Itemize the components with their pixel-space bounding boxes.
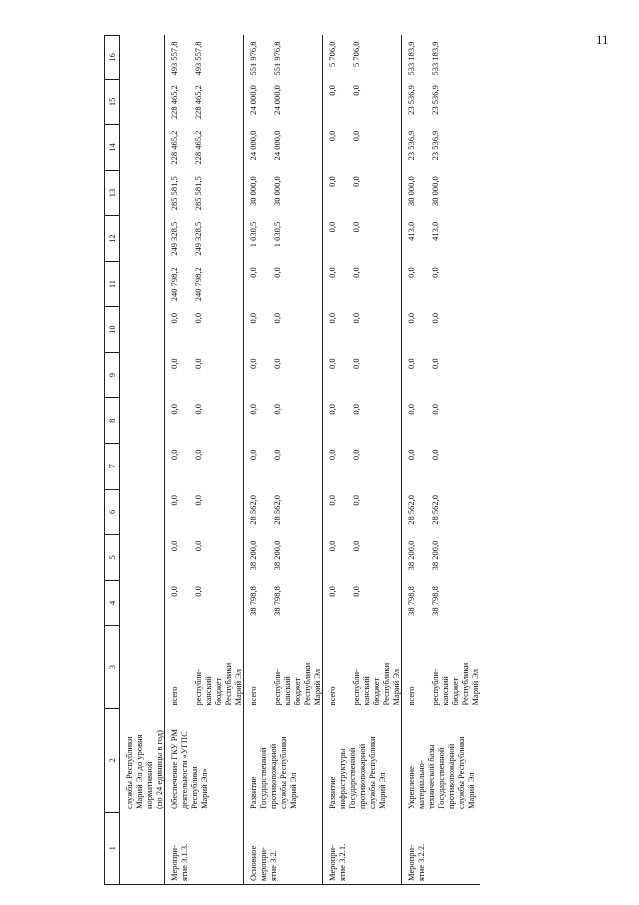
value: 413,0 [406,221,417,241]
value: 0,0 [169,540,180,552]
value: 0,0 [248,358,259,370]
value-cell [244,307,323,353]
value-cell [165,170,244,216]
value: 0,0 [430,312,441,324]
source-line: бюджет [450,677,461,706]
table-row [323,36,402,885]
value: 0,0 [169,495,180,506]
description-cell [323,709,402,813]
value: 24 000,0 [272,130,283,161]
value: 5 706,0 [351,41,362,67]
value-cell [165,580,244,626]
description-line: деятельности «УГПС [179,731,190,810]
value: 24 000,0 [272,85,283,115]
value: 249 328,5 [169,221,180,256]
empty-cell [120,443,165,489]
description-line: Марий Эл [466,772,477,810]
code-cell [323,812,402,884]
value: 30 000,0 [272,176,283,206]
empty-cell [120,261,165,307]
value: 5 706,0 [327,41,338,67]
rotated-table-wrapper [104,35,624,885]
value-cell [244,170,323,216]
value: 0,0 [272,403,283,415]
source-line: республи- [193,669,204,706]
value-cell [165,535,244,581]
column-number-12: 12 [105,216,120,262]
value-cell [402,398,481,444]
description-line: противопожарной [357,743,368,810]
value: 0,0 [327,449,338,461]
column-number-8: 8 [105,398,120,444]
value: 24 000,0 [248,130,259,161]
code-cell [165,812,244,884]
value: 285 581,5 [169,176,180,211]
value-cell [244,261,323,307]
description-line: Государственной [347,747,358,810]
column-number-16: 16 [105,36,120,80]
empty-cell [120,216,165,262]
value-cell [323,352,402,398]
value-cell [402,443,481,489]
value: 0,0 [272,312,283,324]
empty-cell [120,626,165,709]
value-cell [165,216,244,262]
source-line: республи- [272,669,283,706]
value-cell [244,352,323,398]
value-cell [402,125,481,171]
value: 0,0 [327,176,338,187]
value-cell [323,398,402,444]
description-line: службы Республики [124,736,134,810]
description-line: службы Республики [278,736,289,810]
value: 0,0 [327,85,338,96]
value: 0,0 [327,221,338,233]
value: 0,0 [193,358,204,370]
description-line: Укрепление [406,766,417,810]
description-line: Развитие [327,776,338,810]
empty-cell [120,535,165,581]
source-line: всего [406,686,417,706]
value-cell [323,79,402,125]
source-line: Республики [460,662,471,706]
value-cell [244,535,323,581]
value: 1 030,5 [248,221,259,248]
value: 0,0 [351,586,362,597]
empty-cell [120,352,165,398]
value: 249 328,5 [193,221,204,256]
source-cell [165,626,244,709]
source-line: Республики [381,662,392,706]
value: 551 976,8 [248,41,259,76]
value-cell [323,216,402,262]
value-cell [402,79,481,125]
value: 0,0 [193,495,204,506]
code-line: Меропри- [327,845,338,881]
column-number-10: 10 [105,307,120,353]
empty-cell [120,307,165,353]
source-line: республи- [351,669,362,706]
value: 0,0 [169,449,180,461]
value: 0,0 [351,85,362,96]
source-line: канский [361,676,372,706]
column-number-1: 1 [105,812,120,884]
value: 0,0 [406,312,417,324]
source-cell [244,626,323,709]
empty-cell [120,125,165,171]
value-cell [244,125,323,171]
value: 0,0 [193,403,204,415]
column-number-11: 11 [105,261,120,307]
value: 0,0 [327,403,338,415]
value-cell [323,261,402,307]
description-cell [244,709,323,813]
code-line: Меропри- [406,845,417,881]
description-line: инфраструктуры [337,748,348,810]
value-cell [244,79,323,125]
value-cell [323,580,402,626]
value-cell [165,261,244,307]
value: 240 798,2 [193,267,204,302]
value: 38 200,0 [272,540,283,571]
value: 0,0 [169,586,180,597]
value-cell [165,398,244,444]
empty-cell [120,398,165,444]
value: 0,0 [351,312,362,324]
description-line: материально- [416,760,427,810]
value-cell [165,36,244,80]
description-line: технической базы [426,744,437,810]
value: 0,0 [351,221,362,233]
value: 228 465,2 [169,130,180,165]
value: 0,0 [272,358,283,370]
empty-cell [120,36,165,80]
value: 0,0 [351,176,362,187]
source-line: всего [327,686,338,706]
description-line: Марий Эл» [199,768,210,810]
description-line: Государственной [258,747,269,810]
value: 0,0 [327,130,338,142]
value-cell [244,398,323,444]
column-number-2: 2 [105,709,120,813]
value-cell [165,352,244,398]
value: 0,0 [351,130,362,142]
source-line: республи- [430,669,441,706]
value: 28 562,0 [272,495,283,525]
value: 28 562,0 [406,495,417,525]
value: 23 536,9 [430,130,441,161]
value: 228 465,2 [169,85,180,120]
page-number: 11 [596,32,609,47]
description-line: Развитие [248,776,259,810]
value: 0,0 [406,403,417,415]
value-cell [402,261,481,307]
source-line: бюджет [213,677,224,706]
description-line: Марий Эл до уровня [134,734,145,810]
value: 0,0 [406,358,417,370]
value: 38 798,8 [248,586,259,616]
value-cell [165,489,244,535]
code-cell [120,812,165,884]
value: 533 183,9 [406,41,417,76]
value-cell [323,443,402,489]
source-cell [402,626,481,709]
description-line: нормативной [144,761,155,810]
column-number-15: 15 [105,79,120,125]
code-line: ятие 3.2.1. [337,843,348,881]
value: 23 536,9 [406,130,417,161]
description-line: службы Республики [456,736,467,810]
value: 0,0 [193,449,204,461]
value: 0,0 [193,312,204,324]
value: 0,0 [193,586,204,597]
description-line: (по 24 единицы в год) [154,730,165,810]
column-number-3: 3 [105,626,120,709]
value-cell [402,489,481,535]
column-number-14: 14 [105,125,120,171]
source-line: всего [248,686,259,706]
value-cell [323,36,402,80]
value: 0,0 [169,312,180,324]
value: 38 798,8 [406,586,417,616]
value: 533 183,9 [430,41,441,76]
value: 0,0 [248,403,259,415]
code-line: ятие 3.1.3. [179,843,190,881]
source-line: Марий Эл [391,668,402,706]
value: 0,0 [430,267,441,278]
value-cell [244,443,323,489]
value: 28 562,0 [248,495,259,525]
value: 0,0 [248,267,259,278]
source-line: бюджет [292,677,303,706]
source-line: бюджет [371,677,382,706]
column-number-9: 9 [105,352,120,398]
value-cell [244,580,323,626]
source-line: Марий Эл [233,668,244,706]
value: 38 798,8 [272,586,283,616]
value: 0,0 [430,403,441,415]
empty-cell [120,489,165,535]
value: 0,0 [351,403,362,415]
description-line: Государственной [436,747,447,810]
value-cell [323,307,402,353]
description-line: Обеспечение ГКУ РМ [169,728,180,810]
code-cell [402,812,481,884]
value: 0,0 [406,449,417,461]
column-number-5: 5 [105,535,120,581]
column-number-13: 13 [105,170,120,216]
value: 0,0 [351,495,362,506]
value: 0,0 [406,267,417,278]
value-cell [402,580,481,626]
value: 413,0 [430,221,441,241]
value: 0,0 [193,540,204,552]
code-cell [244,812,323,884]
value: 228 465,2 [193,85,204,120]
value-cell [402,36,481,80]
source-line: канский [440,676,451,706]
value-cell [323,170,402,216]
value-cell [165,125,244,171]
value-cell [244,489,323,535]
value: 0,0 [327,267,338,278]
value: 0,0 [430,449,441,461]
code-line: ятие 3.2.2. [416,843,427,881]
code-line: ятие 3.2. [268,850,279,881]
value-cell [165,443,244,489]
value-cell [402,535,481,581]
value: 24 000,0 [248,85,259,115]
value: 30 000,0 [248,176,259,206]
value-cell [165,79,244,125]
description-line: Марий Эл [288,772,299,810]
value: 0,0 [248,312,259,324]
value: 0,0 [169,358,180,370]
value: 0,0 [327,586,338,597]
column-number-row [105,36,120,885]
value: 0,0 [327,540,338,552]
description-line: Республики [189,766,200,810]
value: 23 536,9 [430,85,441,115]
description-cell [402,709,481,813]
column-number-6: 6 [105,489,120,535]
source-line: Республики [302,662,313,706]
description-cell [165,709,244,813]
value: 0,0 [327,312,338,324]
code-line: Меропри- [169,845,180,881]
value: 0,0 [430,358,441,370]
value-cell [244,216,323,262]
table-row [402,36,481,885]
value: 38 798,8 [430,586,441,616]
value: 0,0 [272,267,283,278]
empty-cell [120,580,165,626]
value: 0,0 [248,449,259,461]
value: 38 200,0 [406,540,417,571]
value: 493 557,8 [169,41,180,76]
value-cell [323,535,402,581]
description-line: противопожарной [446,743,457,810]
value-cell [402,170,481,216]
code-line: Основное [248,845,259,881]
value: 23 536,9 [406,85,417,115]
value: 493 557,8 [193,41,204,76]
value: 30 000,0 [430,176,441,206]
source-line: Марий Эл [470,668,481,706]
description-line: Марий Эл [377,772,388,810]
column-number-4: 4 [105,580,120,626]
source-line: Марий Эл [312,668,323,706]
column-number-7: 7 [105,443,120,489]
value-cell [244,36,323,80]
value-cell [323,125,402,171]
source-line: всего [169,686,180,706]
code-line: меропри- [258,847,269,881]
value: 28 562,0 [430,495,441,525]
description-cell [120,709,165,813]
value: 38 200,0 [430,540,441,571]
empty-cell [120,170,165,216]
source-line: канский [203,676,214,706]
value: 240 798,2 [169,267,180,302]
value-cell [402,352,481,398]
value: 0,0 [327,495,338,506]
budget-table [104,35,480,885]
table-row [165,36,244,885]
description-line: службы Республики [367,736,378,810]
value: 0,0 [272,449,283,461]
value: 0,0 [351,449,362,461]
value: 30 000,0 [406,176,417,206]
value-cell [165,307,244,353]
value: 0,0 [169,403,180,415]
value-cell [402,216,481,262]
value: 228 465,2 [193,130,204,165]
source-line: канский [282,676,293,706]
value: 0,0 [351,267,362,278]
value: 0,0 [327,358,338,370]
value: 0,0 [351,540,362,552]
source-cell [323,626,402,709]
source-line: Республики [223,662,234,706]
empty-cell [120,79,165,125]
continuation-row [120,36,165,885]
table-body [120,36,481,885]
value: 551 976,8 [272,41,283,76]
description-line: противопожарной [268,743,279,810]
value: 285 581,5 [193,176,204,211]
table-row [244,36,323,885]
value-cell [402,307,481,353]
value: 0,0 [351,358,362,370]
value-cell [323,489,402,535]
value: 1 030,5 [272,221,283,248]
value: 38 200,0 [248,540,259,571]
